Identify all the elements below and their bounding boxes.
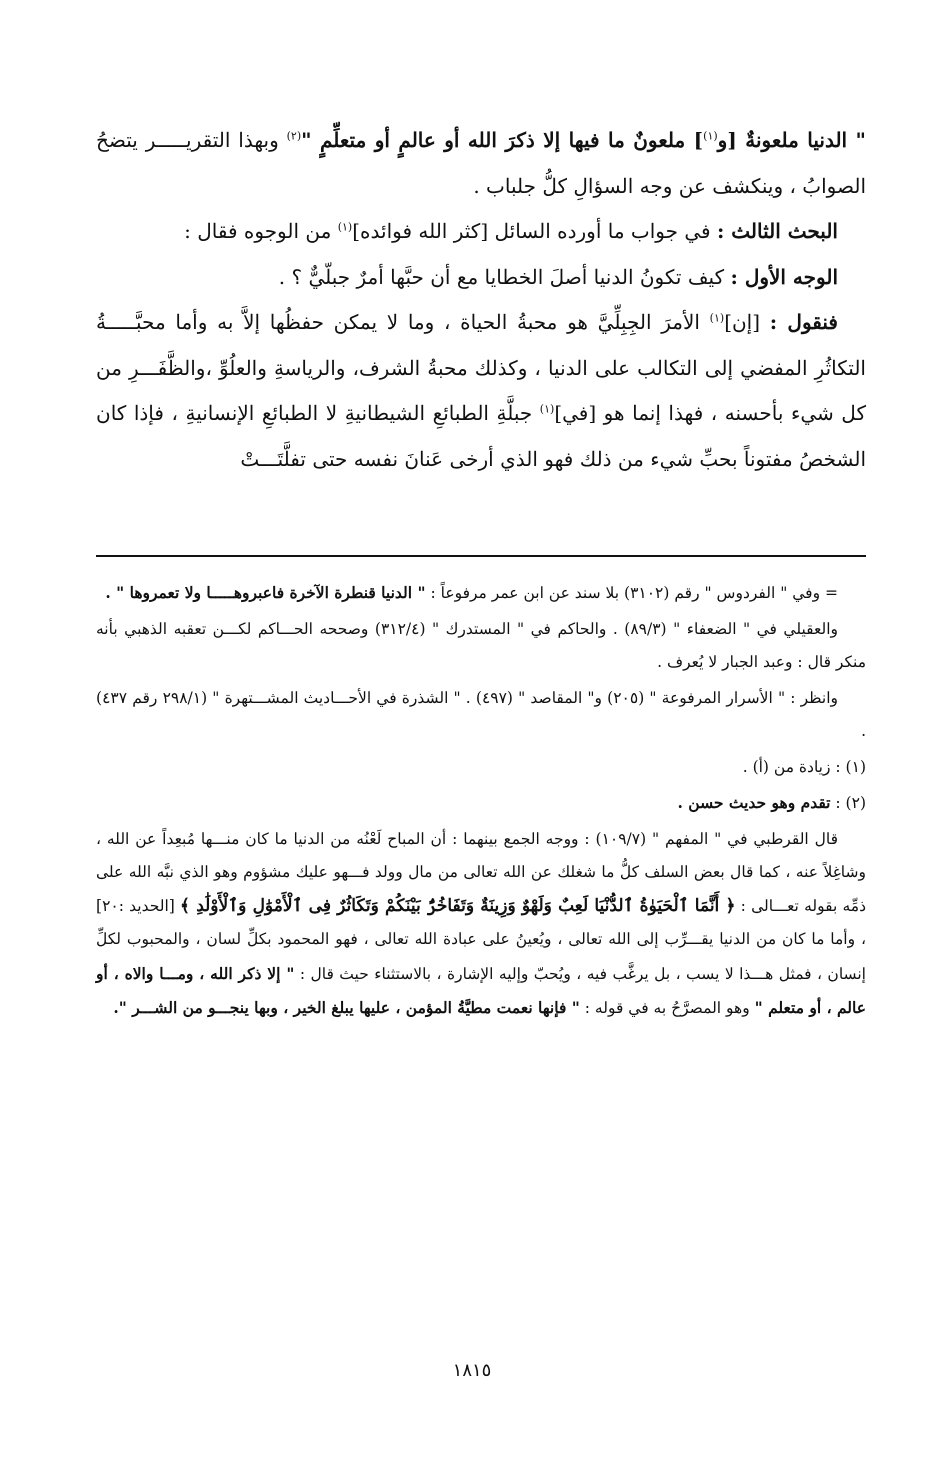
paragraph-4-text-c: جبلَّةِ الطبائعِ الشيطانيةِ لا الطبائعِ الإنسانيةِ ، فإذا كان الشخصُ مفتوناً بحبِّ شيء من ذلك فهو الذي أرخى عَنانَ نفسه حتى تفلَّتَـــتْ xyxy=(96,401,866,471)
paragraph-4-text-b: الأمرَ الجِبِلِّيَّ هو محبةُ الحياة ، وما لا يمكن حفظُها إلاَّ به وأما محبَّـــــةُ التكاثُرِ المفضي إلى التكالب على الدنيا ، وكذلك محبةُ الشرف، والرياسةِ والعلُوِّ ،والظَّفَـــرِ من كل شيء بأحسنه ، فهذا إنما هو [في] xyxy=(96,310,866,425)
footnote-bold-text: تقدم وهو حديث حسن . xyxy=(677,793,831,812)
footnote-ref: (١) xyxy=(539,402,555,416)
paragraph-2-text-b: من الوجوه فقال : xyxy=(184,219,338,243)
footnote-continuation-3: وانظر : " الأسرار المرفوعة " (٢٠٥) و" المقاصد " (٤٩٧) . " الشذرة في الأحـــاديث المشـــتهرة " (٢٩٨/١ رقم ٤٣٧) . xyxy=(96,688,866,740)
footnote-text: قال القرطبي في " المفهم " (١٠٩/٧) : ووجه الجمع بينهما : أن المباح لَعْنُه من الدنيا ما كان منـــها مُبعِداً عن الله ، وشاغِلاً عنه ، كما قال بعض السلف كلُّ ما شغلك عن الله تعالى من مال وولد فـــهو عليك مشؤوم وهو الذي نبَّه الله على ذمِّه بقوله تعـــالى : xyxy=(96,829,866,915)
response-heading: فنقول : xyxy=(769,310,838,334)
paragraph-4 xyxy=(96,300,866,482)
aspect-heading: الوجه الأول : xyxy=(730,264,838,289)
hadith-quote-b: ] ملعونٌ ما فيها إلا ذكرَ الله أو عالمٍ أو متعلِّمٍ " xyxy=(301,128,704,152)
footnote-qurtubi xyxy=(96,823,866,1026)
footnote-number: (٢) : xyxy=(830,794,866,812)
footnote-continuation-1 xyxy=(96,576,866,611)
paragraph-1-text: وبهذا التقريـــــر يتضحُ الصوابُ ، وينكشف عن وجه السؤالِ كلُّ جلباب . xyxy=(96,128,866,198)
page-number: ١٨١٥ xyxy=(452,1360,492,1381)
main-text xyxy=(96,118,866,482)
footnotes xyxy=(96,576,866,1026)
footnote-1: (١) : زيادة من (أ) . xyxy=(742,757,866,776)
paragraph-2 xyxy=(96,209,866,255)
footnote-text: وهو المصرَّحُ به في قوله : xyxy=(579,999,755,1017)
paragraph-3-text: كيف تكونُ الدنيا أصلَ الخطايا مع أن حبَّها أمرٌ جبلّيٌّ ؟ . xyxy=(278,264,731,289)
footnote-ref: (١) xyxy=(709,311,725,325)
paragraph-1 xyxy=(96,118,866,209)
paragraph-2-text-a: في جواب ما أورده السائل [كثر الله فوائده] xyxy=(352,219,717,243)
footnote-bold-text: " إلا ذكر الله ، ومـــا والاه ، أو عالم ، أو متعلم " xyxy=(96,963,866,1017)
footnote-divider xyxy=(96,555,866,557)
section-heading: البحث الثالث : xyxy=(716,219,838,243)
footnote-ref: (٢) xyxy=(286,129,302,143)
hadith-quote-a: " الدنيا ملعونةٌ [و xyxy=(717,128,866,152)
paragraph-4-text-a: [إن] xyxy=(724,310,770,334)
quran-verse: ﴿ أَنَّمَا ٱلْحَيَوٰةُ ٱلدُّنْيَا لَعِبٌ وَلَهْوٌ وَزِينَةٌ وَتَفَاخُرٌۢ بَيْنَكُمْ وَتَكَاثُرٌ فِى ٱلْأَمْوَٰلِ وَٱلْأَوْلَٰدِ ﴾ xyxy=(180,895,736,916)
footnote-text: [الحديد :٢٠] ، وأما ما كان من الدنيا يقـــرِّب إلى الله تعالى ، ويُعينُ على عبادة الله تعالى ، فهو المحمود بكلِّ لسان ، والمحبوب لكلِّ إنسان ، فمثل هـــذا لا يسب ، بل يرغَّب فيه ، ويُحبّ وإليه الإشارة ، بالاستثناء حيث قال : xyxy=(96,896,866,983)
footnote-continuation-2: والعقيلي في " الضعفاء " (٨٩/٣) . والحاكم في " المستدرك " (٣١٢/٤) وصححه الحـــاكم لكـــن تعقبه الذهبي بأنه منكر قال : وعبد الجبار لا يُعرف . xyxy=(96,619,866,671)
footnote-ref: (١) xyxy=(337,220,353,234)
footnote-ref: (١) xyxy=(703,129,718,143)
footnote-2 xyxy=(96,786,866,821)
paragraph-3 xyxy=(96,255,866,301)
footnote-bold-text: " فإنها نعمت مطيَّةُ المؤمن ، عليها يبلغ الخير ، وبها ينجـــو من الشـــر ". xyxy=(113,998,580,1017)
footnote-bold-text: " الدنيا قنطرة الآخرة فاعبروهـــــا ولا تعمروها " . xyxy=(105,583,426,602)
footnote-text: = وفي " الفردوس " رقم (٣١٠٢) بلا سند عن ابن عمر مرفوعاً : xyxy=(425,584,838,602)
